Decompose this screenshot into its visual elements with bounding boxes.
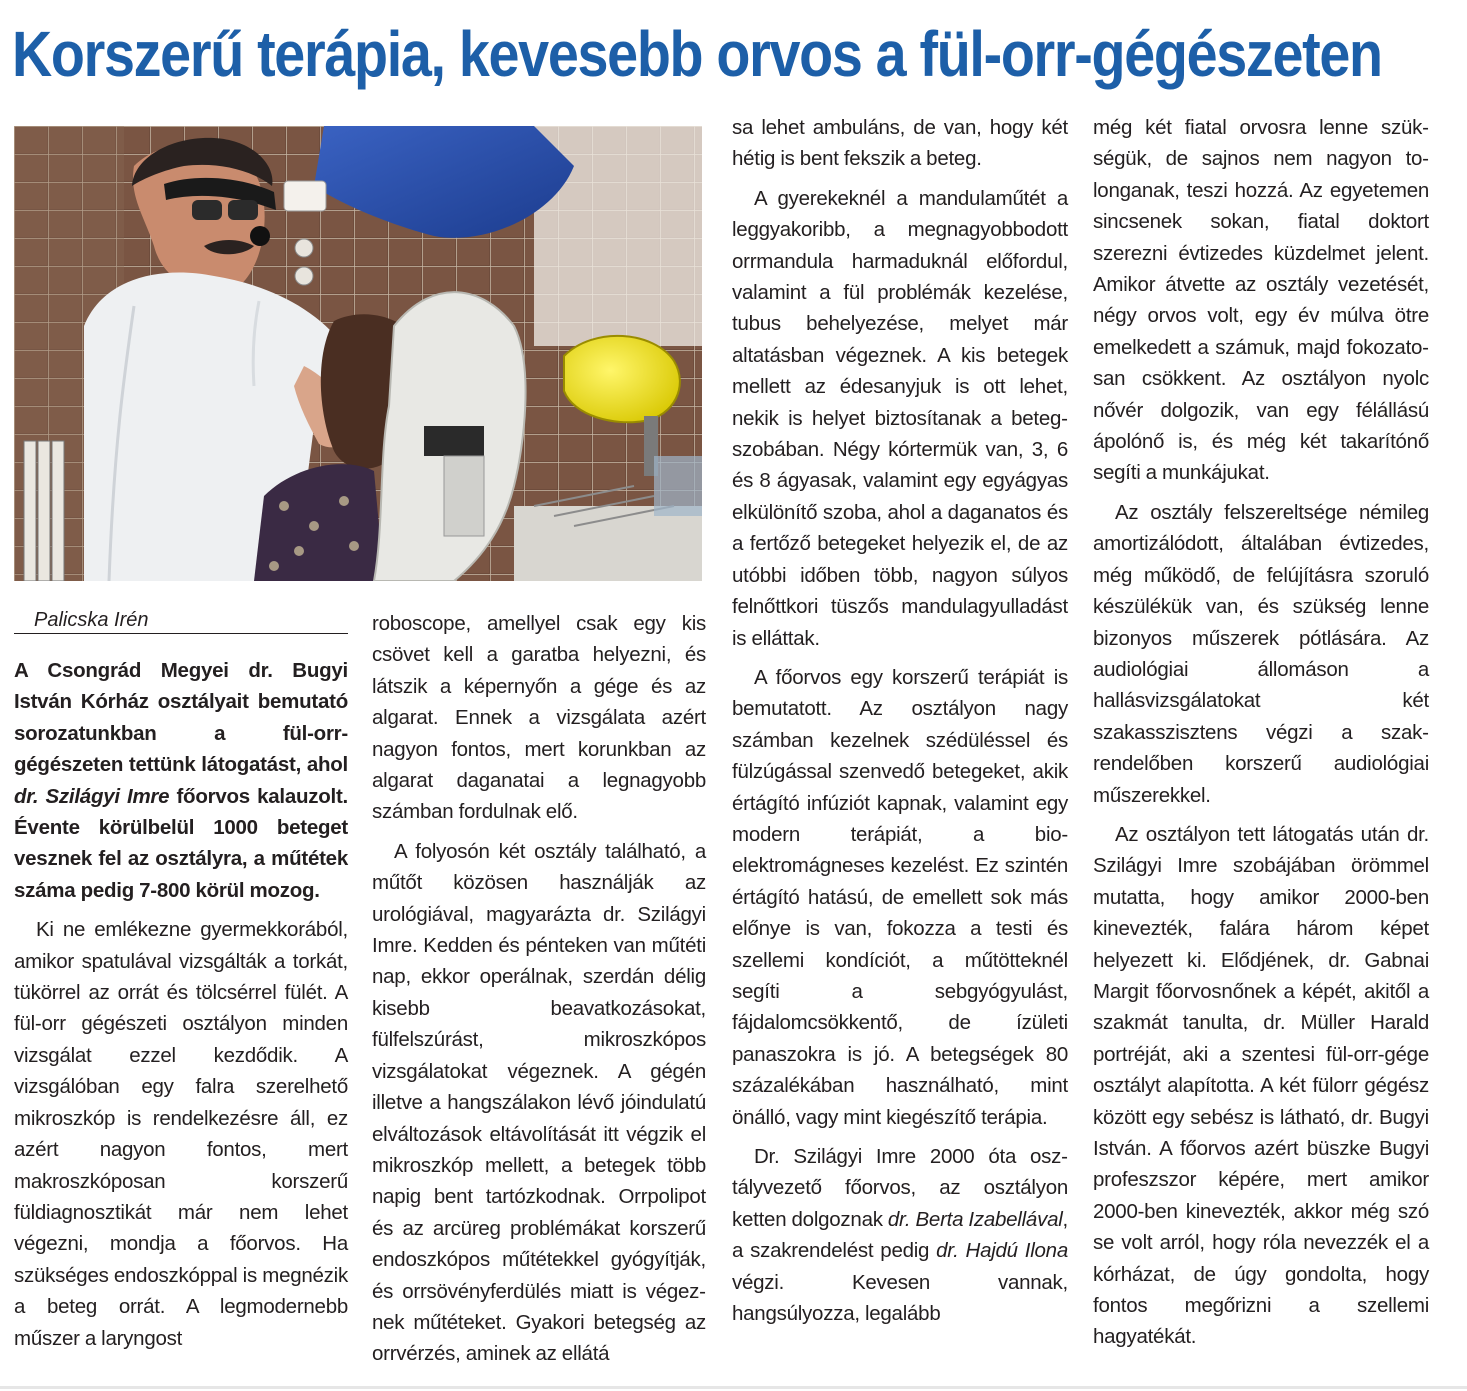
lead-text-1: A Csongrád Megyei dr. Bugyi István Kórház osztályait bemutató sorozatunkban a fül-orr-gégészeten tettünk látogatást, ahol — [14, 659, 348, 777]
article-column-2 — [372, 608, 706, 1370]
body-paragraph-5: Dr. Szilágyi Imre 2000 óta osztályvezető főorvos, az osztályon ketten dolgoznak dr. Berta Izabellával, a szakrendelést pedig dr. Hajdú Ilona végzi. Kevesen vannak, hangsúlyozza, legalább — [732, 1145, 1068, 1326]
doctor-examining-patient-photo — [14, 126, 702, 581]
photo-illustration — [14, 126, 702, 581]
body-paragraph-7: Az osztályon tett látogatás után dr. Szilágyi Imre szobájában örömmel mutatta, hogy amikor 2000-ben kinevezték, falára három képet helyezett ki. Elődjének, dr. Gabnai Margit főorvosnőnek a képét, akitől a szakmát tanulta, dr. Müller Harald portréját, aki a szentesi fül-orr-gége osztályt alapította. A két fülorr gégész között egy sebész is látható, dr. Bugyi István. A főorvos azért büszke Bugyi profeszszor képére, mert amikor 2000-ben kinevezték, akkor még szó se volt arról, hogy róla nevezzék el a kórházat, de úgy gondolta, hogy fontos megőrizni a szellemi hagyatékát. — [1093, 822, 1429, 1349]
page-bottom-rule — [0, 1386, 1467, 1389]
byline-author: Palicska Irén — [34, 609, 149, 631]
article-column-4 — [1093, 112, 1429, 1353]
body-paragraph-1-cont: roboscope, amellyel csak egy kis csövet kell a garatba helyezni, és látszik a képernyőn a gége és az algarat. Ennek a vizsgálata azért nagyon fontos, mert korunkban az algarat daganatai a legnagyobb számban fordulnak elő. — [372, 612, 706, 824]
byline — [14, 606, 348, 634]
article-column-3 — [732, 112, 1068, 1329]
body-paragraph-3: A gyerekeknél a mandulaműtét a leggyakoribb, a megnagyobbodott orrmandula harmaduknál előfordul, valamint a fül problémák kezelése, tubus behelyezése, melyet már altatásban végeznek. A kis betegek mellett az édesanyjuk is ott lehet, nekik is helyet biztosítanak a betegszobában. Négy kórtermük van, 3, 6 és 8 ágyasak, valamint egy egyágyas elkülönítő szoba, ahol a daganatos és a fertőző betegeket helyezik el, de az utóbbi időben több, nagyon súlyos felnőttkori tüszős mandulagyulladást is elláttak. — [732, 186, 1068, 650]
body-paragraph-2: A folyosón két osztály található, a műtőt közösen használják az urológiával, magyarázta dr. Szilágyi Imre. Kedden és pénteken van műtéti nap, ekkor operálnak, szerdán délig kisebb beavatkozásokat, fülfelszúrást, mikroszkópos vizsgálatokat végeznek. A gégén illetve a hangszálakon lévő jóindulatú elváltozások eltávolítását itt végzik el mikroszkóp mellett, a betegek több napig bent tartózkodnak. Orrpolipot és az arcüreg problémákat korszerű endoszkópos műtétekkel gyógyítják, és orrsövényferdülés miatt is végeznek műtéteket. Gyakori betegség az orrvérzés, aminek az ellátá — [372, 839, 706, 1366]
body-paragraph-5-cont: még két fiatal orvosra lenne szükségük, de sajnos nem nagyon tolonganak, teszi hozzá. Az egyetemen sincsenek sokan, fiatal doktort szerezni évtizedes küzdelmet jelent. Amikor átvette az osztály vezetését, négy orvos volt, egy év múlva ötre emelkedett a számuk, majd fokozatosan csökkent. Az osztályon nyolc nővér dolgozik, van egy félállású ápolónő is, és még két takarítónő segíti a munkájukat. — [1093, 116, 1429, 485]
lead-name: dr. Szilágyi Imre — [14, 784, 170, 808]
body-paragraph-4: A főorvos egy korszerű terápiát is bemutatott. Az osztályon nagy számban kezelnek szédüléssel és fülzúgással szenvedő betegeket, akik értágító infúziót kapnak, valamint egy modern terápiát, a bio-elektromágneses kezelést. Ez szintén értágító hatású, de emellett sok más előnye is van, fokozza a testi és szellemi kondíciót, a műtötteknél segíti a sebgyógyulást, fájdalomcsökkentő, de ízületi panaszokra is jó. A betegségek 80 százalékában használható, mint önálló, vagy mint kiegészítő terápia. — [732, 665, 1068, 1129]
headline: Korszerű terápia, kevesebb orvos a fül-orr-gégészeten — [12, 18, 1382, 90]
lead-text-2: főorvos kalauzolt. Évente körülbelül 1000 beteget vesznek fel az osztályra, a műtétek száma pedig 7-800 körül mozog. — [14, 784, 348, 902]
body-paragraph-6: Az osztály felszereltsége némileg amortizálódott, általában évtizedes, még működő, de felújításra szoruló készülékük van, és szükség lenne bizonyos műszerek pótlására. Az audiológiai állomáson a hallásvizsgálatokat két szakasszisztens végzi a szakrendelőben korszerű audiológiai műszerekkel. — [1093, 500, 1429, 807]
lead-paragraph — [14, 655, 348, 906]
article-column-1 — [14, 655, 348, 1354]
body-paragraph-1: Ki ne emlékezne gyermekkorából, amikor spatulával vizsgálták a torkát, tükörrel az orrát és tölcsérrel fülét. A fül-orr gégészeti osztályon minden vizsgálat ezzel kezdődik. A vizsgálóban egy falra szerelhető mikroszkóp is rendelkezésre áll, ez azért nagyon fontos, mert makroszkóposan korszerű füldiagnosztikát már nem lehet végezni, mondja a főorvos. Ha szükséges endoszkóppal is megnézik a beteg orrát. A legmodernebb műszer a laryngost — [14, 918, 348, 1350]
body-paragraph-2-cont: sa lehet ambuláns, de van, hogy két hétig is bent fekszik a beteg. — [732, 116, 1068, 171]
